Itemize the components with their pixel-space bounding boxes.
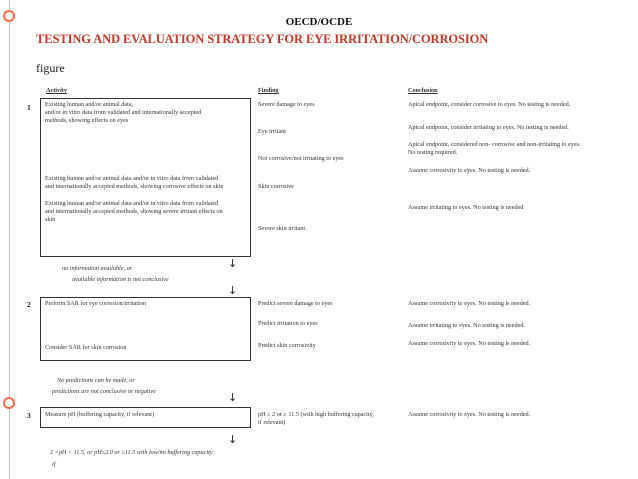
step-number-1: 1 [27, 103, 31, 112]
step-2-conclusion-2: Assume irritating to eyes. No testing is needed. [408, 322, 526, 329]
step-1-conclusion-2: Apical endpoint, consider irritating to eyes. No testing is needed. [408, 124, 569, 131]
step-2-activity-1: Perform SAR for eye corrosion/irritation [45, 300, 147, 307]
gate-2-line-2: predictions are not conclusive or negative [52, 388, 156, 395]
step-1-finding-4: Skin corrosive [258, 183, 294, 190]
page-title: TESTING AND EVALUATION STRATEGY FOR EYE IRRITATION/CORROSION [36, 32, 489, 46]
step-1-conclusion-5: Assume irritating to eyes. No testing is needed [408, 204, 524, 211]
step-1-activity-1-line-1: Existing human and/or animal data, [45, 101, 134, 108]
gate-1-line-2: available information is not conclusive [72, 276, 169, 283]
step-1-finding-2: Eye irritant [258, 128, 287, 135]
column-header-finding: Finding [258, 87, 279, 94]
rail-ring-bottom [3, 397, 15, 409]
step-number-3: 3 [27, 411, 31, 420]
step-1-activity-3-line-3: skin [45, 216, 56, 223]
figure-label: figure [36, 61, 65, 75]
step-1-activity-2-line-1: Existing human and/or animal data and/or in vitro data from validated [45, 175, 219, 182]
step-1-finding-5: Severe skin irritant [258, 225, 306, 232]
step-1-conclusion-1: Apical endpoint, consider corrosive to eyes. No testing is needed. [408, 101, 571, 108]
step-2-finding-2: Predict irritation to eyes [258, 320, 318, 327]
column-header-conclusion: Conclusion [408, 87, 438, 94]
down-arrow-icon: ↓ [228, 284, 238, 297]
gate-2-line-1: No predictions can be made, or [57, 377, 135, 384]
step-3-finding-1-line-1: pH ≤ 2 or ≥ 11.5 (with high buffering capacity, [258, 411, 374, 418]
down-arrow-icon: ↓ [228, 257, 238, 270]
org-title: OECD/OCDE [285, 16, 353, 28]
step-2-finding-3: Predict skin corrosivity [258, 342, 316, 349]
gate-1-line-1: no information available, or [62, 265, 133, 272]
step-1-finding-3: Not corrosive/not irritating to eyes [258, 155, 344, 162]
step-3-conclusion-1: Assume corrosivity to eyes. No testing is needed. [408, 411, 531, 418]
gate-3-line-2: if [52, 461, 56, 468]
step-2-finding-1: Predict severe damage to eyes [258, 300, 333, 307]
step-number-2: 2 [27, 300, 31, 309]
step-3-activity-1: Measure pH (buffering capacity, if relevant) [45, 411, 155, 418]
column-header-activity: Activity [46, 87, 67, 94]
step-2-conclusion-3: Assume corrosivity to eyes. No testing is needed. [408, 340, 531, 347]
step-1-activity-2-line-2: and internationally accepted methods, showing corrosive effects on skin [45, 183, 224, 190]
step-2-conclusion-1: Assume corrosivity to eyes. No testing is needed. [408, 300, 531, 307]
step-1-conclusion-4: Assume corrosivity to eyes. No testing is needed. [408, 167, 531, 174]
step-1-finding-1: Severe damage to eyes [258, 101, 315, 108]
step-1-conclusion-3-line-2: No testing required. [408, 149, 458, 156]
step-1-activity-1-line-2: and/or in vitro data from validated and internationally accepted [45, 109, 202, 116]
step-1-activity-1-line-3: methods, showing effects on eyes [45, 117, 129, 124]
gate-3-line-1: 2 <pH < 11.5, or pH≤2.0 or ≥11.5 with low/no buffering capacity, [50, 449, 214, 456]
step-2-activity-2: Consider SAR for skin corrosion [45, 344, 127, 351]
step-3-finding-1-line-2: if relevant) [258, 419, 286, 426]
step-1-activity-3-line-2: and internationally accepted methods, showing severe irritant effects on [45, 208, 223, 215]
step-1-conclusion-3-line-1: Apical endpoint, considered non- corrosive and non-irritating to eyes. [408, 141, 581, 148]
step-1-activity-3-line-1: Existing human and/or animal data and/or in vitro data from validated [45, 200, 219, 207]
down-arrow-icon: ↓ [228, 391, 238, 404]
down-arrow-icon: ↓ [228, 433, 238, 446]
